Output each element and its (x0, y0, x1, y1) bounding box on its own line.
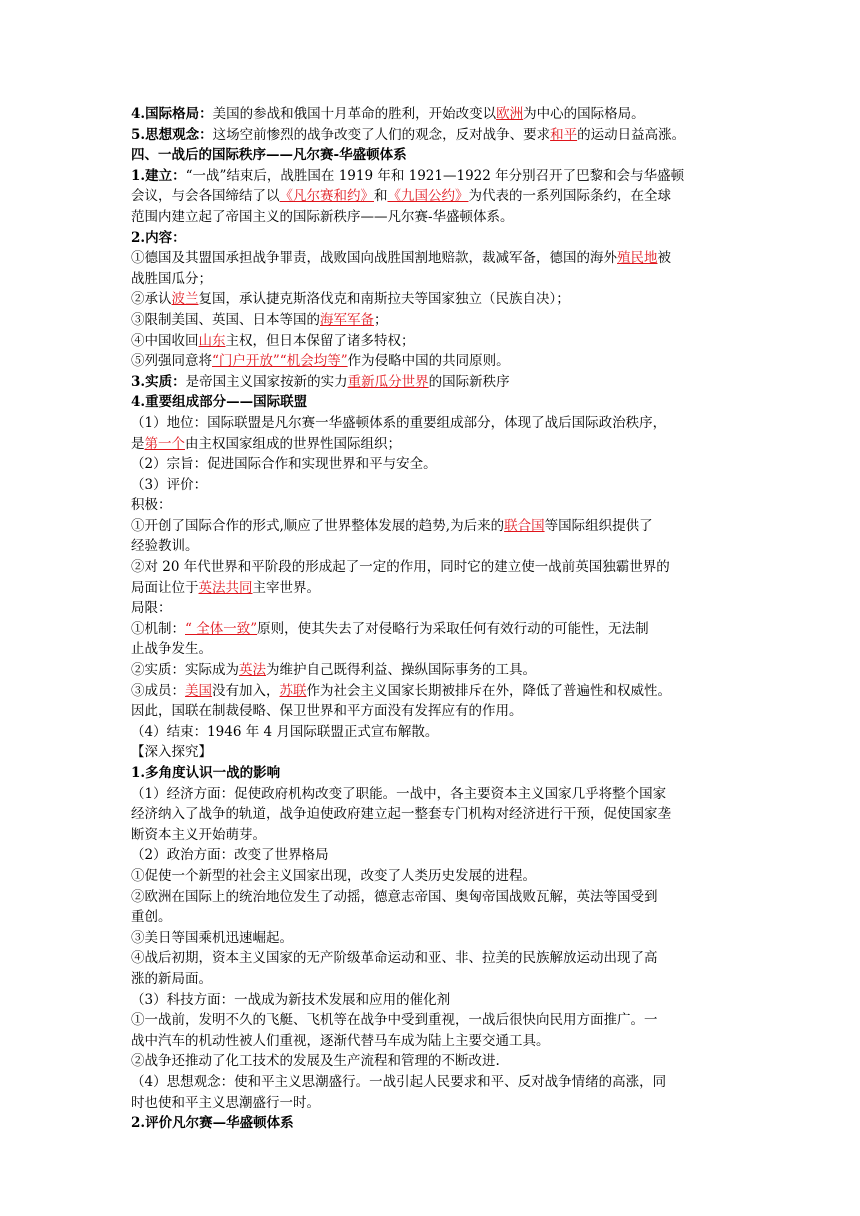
text-segment: 是 (131, 435, 145, 452)
text-line (131, 516, 731, 537)
text-segment: 积极： (131, 497, 172, 514)
text-line (131, 866, 731, 887)
text-line (131, 289, 731, 310)
text-line (131, 825, 731, 846)
text-line (131, 722, 731, 743)
text-line (131, 454, 731, 475)
text-line (131, 207, 731, 228)
text-segment: ①开创了国际合作的形式,顺应了世界整体发展的趋势,为后来的 (131, 517, 505, 534)
text-segment: 作为侵略中国的共同原则。 (347, 353, 510, 370)
text-line (131, 990, 731, 1011)
document-body (131, 104, 731, 1134)
text-segment: 为代表的一系列国际条约，在全球 (468, 188, 671, 205)
text-line (131, 1031, 731, 1052)
text-segment: 因此，国联在制裁侵略、保卫世界和平方面没有发挥应有的作用。 (131, 703, 523, 720)
red-underlined-keyword: 重新瓜分世界 (347, 373, 429, 390)
bold-heading: 4.国际格局： (131, 106, 213, 122)
text-segment: 主权，但日本保留了诸多特权； (225, 332, 415, 349)
text-segment: 主宰世界。 (252, 579, 320, 596)
text-segment: 范围内建立起了帝国主义的国际新秩序——凡尔赛-华盛顿体系。 (131, 208, 514, 225)
text-line (131, 166, 731, 187)
text-line (131, 248, 731, 269)
text-segment: 局面让位于 (131, 579, 199, 596)
bold-heading: 1.多角度认识一战的影响 (131, 765, 281, 781)
red-underlined-keyword: 欧洲 (496, 106, 524, 122)
text-line (131, 310, 731, 331)
text-segment: 经济纳入了战争的轨道，战争迫使政府建立起一整套专门机构对经济进行干预，促使国家垄 (131, 806, 671, 823)
text-segment: 止战争发生。 (131, 641, 212, 658)
text-segment: ②欧洲在国际上的统治地位发生了动摇，德意志帝国、奥匈帝国战败瓦解，英法等国受到 (131, 888, 658, 905)
bold-heading: 2.评价凡尔赛—华盛顿体系 (131, 1115, 294, 1132)
text-segment: 局限： (131, 600, 172, 617)
text-line (131, 1010, 731, 1031)
text-line (131, 804, 731, 825)
text-segment: （2）政治方面：改变了世界格局 (131, 847, 329, 864)
text-segment: ②承认 (131, 291, 172, 308)
red-underlined-keyword: 联合国 (504, 517, 545, 534)
text-segment: ①德国及其盟国承担战争罪责，战败国向战胜国割地赔款，裁减军备，德国的海外 (131, 250, 617, 267)
text-segment: 会议，与会各国缔结了以 (131, 188, 280, 205)
text-line (131, 269, 731, 290)
text-segment: 战胜国瓜分； (131, 270, 212, 287)
text-segment: ④中国收回 (131, 332, 199, 349)
text-segment: ⑤列强同意将 (131, 353, 212, 370)
text-line (131, 475, 731, 496)
red-underlined-keyword: “ 全体一致” (185, 620, 258, 637)
text-line (131, 145, 731, 166)
text-line (131, 928, 731, 949)
text-segment: ②实质：实际成为 (131, 662, 239, 679)
red-underlined-keyword: 英法 (239, 662, 266, 679)
text-line (131, 351, 731, 372)
text-segment: （1）经济方面：促使政府机构改变了职能。一战中，各主要资本主义国家几乎将整个国家 (131, 785, 667, 802)
red-underlined-keyword: 《九国公约》 (387, 188, 469, 205)
text-segment: （4）思想观念：使和平主义思潮盛行。一战引起人民要求和平、反对战争情绪的高涨，同 (131, 1073, 667, 1090)
text-line (131, 392, 731, 413)
red-underlined-keyword: 《凡尔赛和约》 (279, 188, 374, 205)
red-underlined-keyword: 美国 (185, 682, 212, 699)
red-underlined-keyword: 殖民地 (617, 250, 658, 267)
text-line (131, 536, 731, 557)
text-segment: 和 (374, 188, 388, 205)
bold-heading: 5.思想观念： (131, 126, 213, 143)
bold-heading: 2.内容： (131, 229, 186, 246)
bold-heading: 四、一战后的国际秩序——凡尔赛-华盛顿体系 (131, 147, 407, 164)
text-line (131, 784, 731, 805)
text-segment: ②对 20 年代世界和平阶段的形成起了一定的作用，同时它的建立使一战前英国独霸世界的 (131, 559, 670, 576)
text-segment: 作为社会主义国家长期被排斥在外，降低了普遍性和权威性。 (306, 682, 671, 699)
document-page (131, 104, 731, 1134)
text-line (131, 434, 731, 455)
text-segment: ③限制美国、英国、日本等国的 (131, 311, 320, 328)
text-segment: ③美日等国乘机迅速崛起。 (131, 929, 293, 946)
text-segment: 是帝国主义国家按新的实力 (185, 373, 348, 390)
text-line (131, 598, 731, 619)
text-segment: 这场空前惨烈的战争改变了人们的观念，反对战争、要求 (212, 126, 551, 143)
text-line (131, 125, 731, 146)
red-underlined-keyword: 苏联 (279, 682, 307, 699)
text-line (131, 372, 731, 393)
text-line (131, 186, 731, 207)
text-segment: 断资本主义开始萌芽。 (131, 826, 266, 843)
text-segment: 等国际组织提供了 (544, 517, 653, 534)
text-segment: （2）宗旨：促进国际合作和实现世界和平与安全。 (131, 456, 437, 473)
bold-heading: 1.建立： (131, 167, 186, 184)
red-underlined-keyword: 海军军备 (320, 311, 374, 328)
text-segment: ①一战前，发明不久的飞艇、飞机等在战争中受到重视，一战后很快向民用方面推广。一 (131, 1012, 658, 1029)
text-segment: 战中汽车的机动性被人们重视，逐渐代替马车成为陆上主要交通工具。 (131, 1032, 550, 1049)
text-line (131, 413, 731, 434)
text-segment: 原则，使其失去了对侵略行为采取任何有效行动的可能性，无法制 (257, 620, 649, 637)
text-line (131, 228, 731, 249)
text-line (131, 1051, 731, 1072)
text-line (131, 557, 731, 578)
text-segment: “一战”结束后，战胜国在 1919 年和 1921—1922 年分别召开了巴黎和会与华盛顿 (185, 167, 685, 184)
text-line (131, 1072, 731, 1093)
text-segment: 被 (657, 250, 671, 267)
text-line (131, 742, 731, 763)
text-segment: （3）评价： (131, 476, 208, 493)
text-line (131, 619, 731, 640)
text-segment: ④战后初期，资本主义国家的无产阶级革命运动和亚、非、拉美的民族解放运动出现了高 (131, 950, 658, 967)
text-segment: 复国，承认捷克斯洛伐克和南斯拉夫等国家独立（民族自决）； (198, 291, 570, 308)
red-underlined-keyword: 和平 (550, 126, 578, 143)
red-underlined-keyword: “门户开放”“机会均等” (212, 353, 348, 370)
red-underlined-keyword: 第一个 (144, 435, 185, 452)
text-line (131, 701, 731, 722)
text-line (131, 660, 731, 681)
text-line (131, 887, 731, 908)
text-segment: ①促使一个新型的社会主义国家出现，改变了人类历史发展的进程。 (131, 867, 536, 884)
text-line (131, 578, 731, 599)
text-segment: 【深入探究】 (131, 744, 212, 761)
text-segment: ； (374, 311, 388, 328)
bold-heading: 4.重要组成部分——国际联盟 (131, 394, 308, 411)
text-segment: 重创。 (131, 909, 172, 926)
text-segment: 涨的新局面。 (131, 970, 212, 987)
text-line (131, 495, 731, 516)
text-line (131, 845, 731, 866)
text-segment: （1）地位：国际联盟是凡尔赛一华盛顿体系的重要组成部分，体现了战后国际政治秩序， (131, 414, 667, 431)
text-segment: 美国的参战和俄国十月革命的胜利，开始改变以 (212, 106, 497, 122)
text-line (131, 639, 731, 660)
text-line (131, 948, 731, 969)
text-line (131, 907, 731, 928)
red-underlined-keyword: 山东 (198, 332, 226, 349)
text-segment: 时也使和平主义思潮盛行一时。 (131, 1094, 320, 1111)
text-line (131, 1113, 731, 1134)
text-segment: 没有加入， (212, 682, 280, 699)
text-segment: ③成员： (131, 682, 185, 699)
bold-heading: 3.实质： (131, 373, 186, 390)
text-line (131, 681, 731, 702)
text-line (131, 104, 731, 125)
text-line (131, 331, 731, 352)
text-line (131, 969, 731, 990)
text-line (131, 1093, 731, 1114)
text-segment: 为中心的国际格局。 (523, 106, 645, 122)
text-segment: 经验教训。 (131, 538, 199, 555)
text-segment: 的运动日益高涨。 (577, 126, 686, 143)
text-segment: ①机制： (131, 620, 185, 637)
red-underlined-keyword: 英法共同 (198, 579, 253, 596)
text-segment: ②战争还推动了化工技术的发展及生产流程和管理的不断改进. (131, 1053, 500, 1070)
text-segment: （4）结束：1946 年 4 月国际联盟正式宣布解散。 (131, 723, 439, 740)
text-line (131, 763, 731, 784)
text-segment: 的国际新秩序 (428, 373, 510, 390)
text-segment: （3）科技方面：一战成为新技术发展和应用的催化剂 (131, 991, 451, 1008)
red-underlined-keyword: 波兰 (171, 291, 199, 308)
text-segment: 由主权国家组成的世界性国际组织； (185, 435, 401, 452)
text-segment: 为维护自己既得利益、操纵国际事务的工具。 (266, 662, 536, 679)
